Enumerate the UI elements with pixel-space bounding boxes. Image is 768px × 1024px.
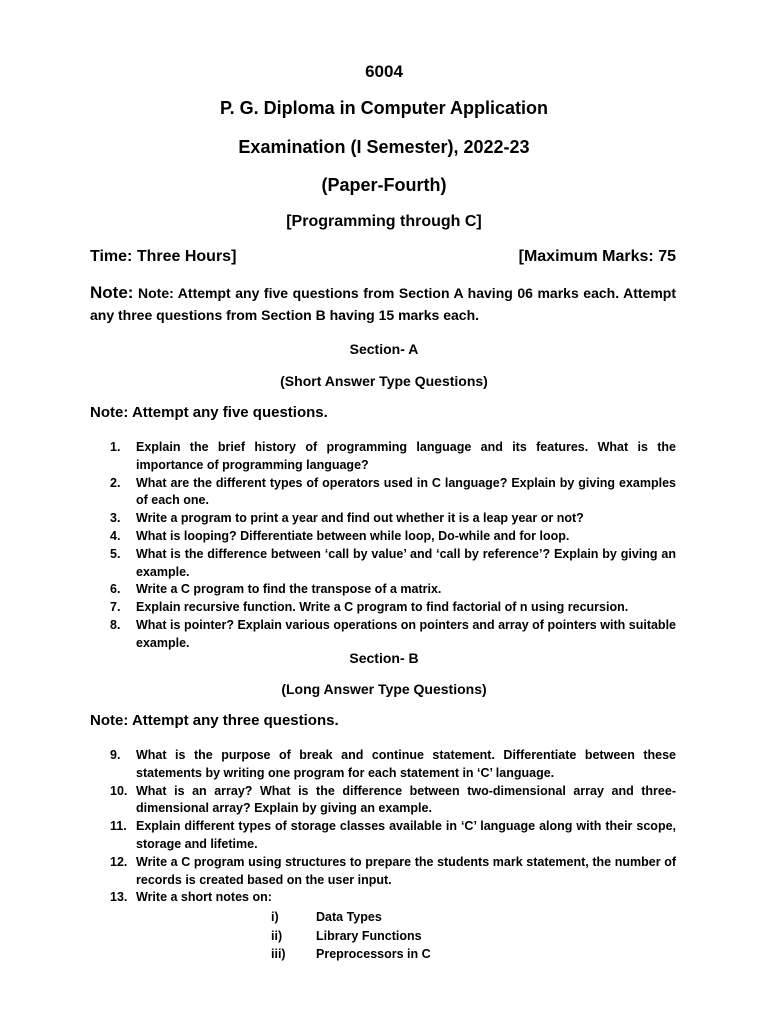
instructions-text: Note: Attempt any five questions from Section A having 06 marks each. Attempt any three questions from Section B having 15 marks each.: [90, 285, 676, 323]
sub-item-text: Data Types: [316, 910, 382, 924]
section-a-question-list: [90, 439, 676, 653]
question-text: Explain recursive function. Write a C program to find factorial of n using recursion.: [136, 600, 629, 615]
question-number: 13.: [110, 890, 128, 905]
section-b-question-list: [90, 747, 676, 907]
question-text: Explain the brief history of programming language and its features. What is the importance of programming language?: [136, 440, 676, 472]
question-text: What is an array? What is the difference between two-dimensional array and three-dimensional array? Explain by giving an example.: [136, 783, 676, 816]
question-number: 8.: [110, 617, 121, 632]
question-item: [90, 475, 676, 511]
question-number: 1.: [110, 440, 121, 454]
time-label: Time: Three Hours]: [90, 248, 237, 265]
question-item: [90, 581, 676, 599]
question-number: 9.: [110, 748, 121, 762]
question-item: [90, 617, 676, 653]
sub-item-text: Preprocessors in C: [316, 947, 431, 961]
question-text: Write a C program to find the transpose of a matrix.: [136, 582, 442, 597]
question-text: Write a short notes on:: [136, 890, 272, 905]
question-text: What is pointer? Explain various operations on pointers and array of pointers with suitable example.: [136, 617, 676, 650]
section-a-heading: Section- A: [349, 341, 419, 357]
sub-item-text: Library Functions: [316, 929, 422, 943]
exam-title: Examination (I Semester), 2022-23: [238, 137, 530, 157]
section-b-heading: Section- B: [349, 650, 419, 666]
paper-code: 6004: [365, 62, 403, 81]
question-number: 10.: [110, 783, 128, 798]
question-item: [90, 546, 676, 582]
question-text: What are the different types of operators used in C language? Explain by giving examples of each one.: [136, 475, 676, 508]
question-number: 4.: [110, 528, 121, 543]
sub-item-number: ii): [271, 929, 283, 943]
paper-number: (Paper-Fourth): [321, 175, 447, 195]
question-number: 5.: [110, 546, 121, 561]
question-item: [90, 599, 676, 617]
question-text: Explain different types of storage classes available in ‘C’ language along with their scope, storage and lifetime.: [136, 819, 676, 851]
section-b-note: Note: Attempt any three questions.: [90, 712, 339, 729]
question-number: 6.: [110, 582, 121, 597]
question-item: [90, 783, 676, 819]
question-item: [90, 818, 676, 854]
question-number: 11.: [110, 819, 127, 834]
question-number: 3.: [110, 511, 121, 526]
sub-item-number: i): [271, 910, 279, 924]
question-item: [90, 439, 676, 475]
question-text: What is the difference between ‘call by value’ and ‘call by reference’? Explain by giving an example.: [136, 546, 676, 579]
question-item: [90, 528, 676, 546]
section-a-subheading: (Short Answer Type Questions): [280, 373, 488, 389]
general-instructions: [90, 282, 676, 326]
question-item: [90, 747, 676, 783]
question-number: 7.: [110, 600, 121, 615]
question-item: [90, 889, 676, 907]
section-b-subheading: (Long Answer Type Questions): [281, 681, 487, 697]
sub-item-number: iii): [271, 947, 286, 961]
max-marks-label: [Maximum Marks: 75: [518, 248, 676, 265]
question-number: 2.: [110, 475, 121, 490]
question-text: Write a C program using structures to prepare the students mark statement, the number of records is created based on the user input.: [136, 854, 676, 887]
section-a-note: Note: Attempt any five questions.: [90, 404, 328, 421]
question-text: Write a program to print a year and find out whether it is a leap year or not?: [136, 511, 584, 526]
question-item: [90, 854, 676, 890]
question-number: 12.: [110, 854, 128, 869]
question-text: What is the purpose of break and continue statement. Differentiate between these statements by writing one program for each statement in ‘C’ language.: [136, 748, 676, 780]
instructions-lead: Note:: [90, 283, 134, 302]
subject-title: [Programming through C]: [286, 213, 482, 230]
question-item: [90, 510, 676, 528]
course-title: P. G. Diploma in Computer Application: [219, 98, 549, 118]
question-text: What is looping? Differentiate between while loop, Do-while and for loop.: [136, 528, 570, 543]
